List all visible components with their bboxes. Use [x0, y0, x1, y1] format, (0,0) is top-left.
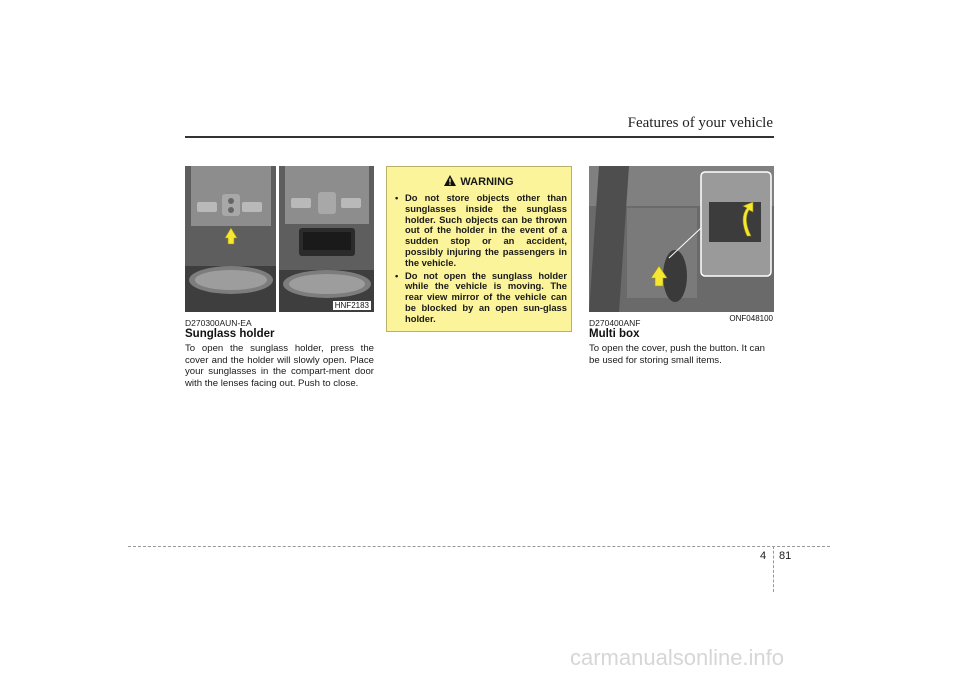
footer-rule [128, 546, 830, 547]
figure-label: HNF2183 [334, 301, 369, 310]
page-header-title: Features of your vehicle [627, 115, 773, 131]
page-number: 81 [779, 550, 792, 562]
warning-item [395, 271, 567, 325]
warning-list [395, 193, 567, 327]
watermark: carmanualsonline.info [570, 645, 785, 670]
sunglass-holder-photo-open [279, 166, 374, 312]
warning-item-text: Do not store objects other than sunglasses inside the sunglass holder. Such objects can be thrown out of the holder in the event of a sudden stop or an accident, possibly injuring the passengers in the vehicle. [405, 192, 567, 268]
sunglass-holder-photo-closed [185, 166, 276, 312]
figure-label: ONF048100 [729, 314, 773, 323]
warning-box [386, 166, 572, 332]
bullet: • [395, 192, 399, 203]
warning-item-text: Do not open the sunglass holder while the vehicle is moving. The rear view mirror of the vehicle can be blocked by an open sun-glass holder. [405, 269, 567, 324]
warning-triangle-icon [444, 175, 456, 189]
section-code: D270400ANF [589, 318, 641, 328]
section-code: D270300AUN-EA [185, 318, 252, 328]
warning-item [395, 193, 567, 269]
section-heading: Sunglass holder [185, 328, 275, 340]
page-number-divider [773, 546, 774, 592]
header-rule [185, 136, 774, 138]
section-body: To open the sunglass holder, press the cover and the holder will slowly open. Place your sunglasses in the compart-ment door with the lenses facing out. Push to close. [185, 343, 374, 389]
section-body: To open the cover, push the button. It can be used for storing small items. [589, 343, 766, 366]
bullet: • [395, 269, 399, 281]
chapter-number: 4 [760, 550, 767, 562]
section-heading: Multi box [589, 328, 640, 340]
warning-title-text: WARNING [460, 176, 514, 188]
warning-title [387, 175, 571, 189]
